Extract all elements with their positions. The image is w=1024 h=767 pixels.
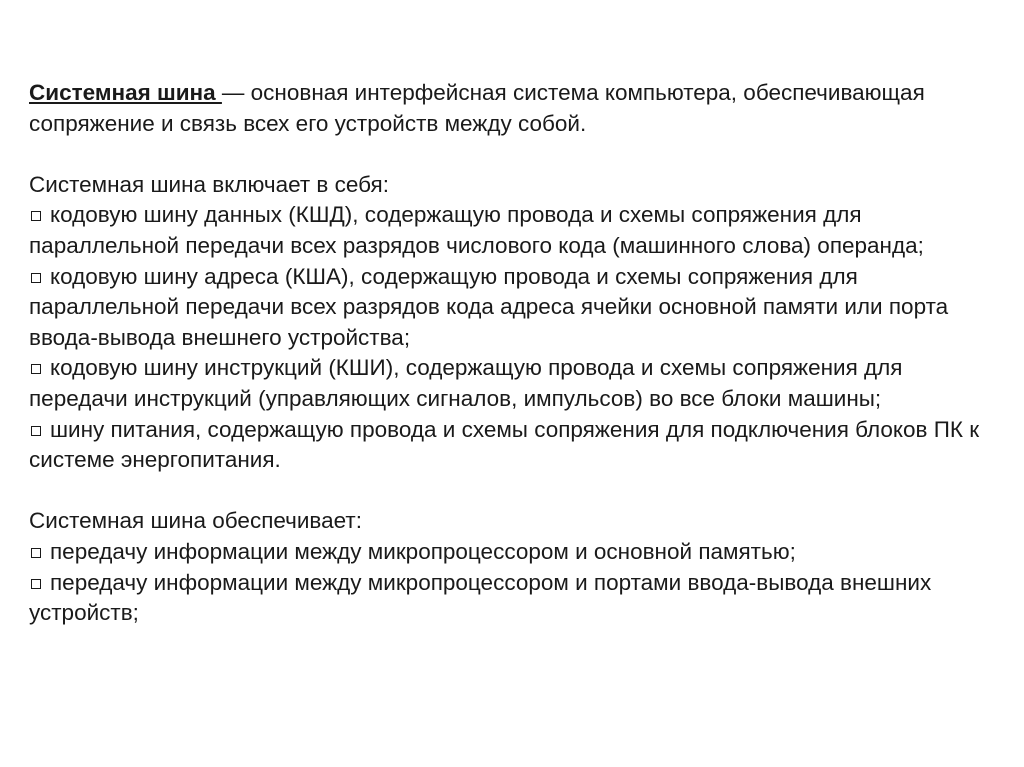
list-item-text: кодовую шину инструкций (КШИ), содержащую провода и схемы сопряжения для передачи инструкций (управляющих сигналов, импульсов) во все блоки машины; xyxy=(29,355,903,411)
list-item-text: шину питания, содержащую провода и схемы сопряжения для подключения блоков ПК к системе энергопитания. xyxy=(29,416,980,473)
list-item-text: кодовую шину данных (КШД), содержащую провода и схемы сопряжения для параллельной передачи всех разрядов числового кода (машинного слова) операнда; xyxy=(29,202,924,258)
provides-heading: Системная шина обеспечивает: xyxy=(29,508,362,534)
checkbox-bullet-icon xyxy=(31,426,41,436)
list-item-text: передачу информации между микропроцессором и портами ввода-вывода внешних устройств; xyxy=(29,569,932,626)
checkbox-bullet-icon xyxy=(31,273,41,283)
checkbox-bullet-icon xyxy=(31,579,41,589)
checkbox-bullet-icon xyxy=(31,211,41,221)
list-item xyxy=(29,568,999,629)
list-item xyxy=(29,537,999,568)
slide-content xyxy=(29,78,999,629)
definition-text: — основная интерфейсная система компьютера, обеспечивающая сопряжение и связь всех его устройств между собой. xyxy=(29,80,925,136)
spacer xyxy=(29,476,999,507)
list-item xyxy=(29,200,999,261)
list-item-text: кодовую шину адреса (КША), содержащую провода и схемы сопряжения для параллельной передачи всех разрядов кода адреса ячейки основной памяти или порта ввода-вывода внешнего устройства; xyxy=(29,263,949,350)
list-item xyxy=(29,415,999,476)
provides-list xyxy=(29,537,999,629)
list-item xyxy=(29,353,999,414)
term-system-bus: Системная шина xyxy=(29,80,222,105)
checkbox-bullet-icon xyxy=(31,548,41,558)
list-item-text: передачу информации между микропроцессором и основной памятью; xyxy=(50,538,796,564)
includes-heading: Системная шина включает в себя: xyxy=(29,171,389,197)
definition-paragraph xyxy=(29,78,999,139)
checkbox-bullet-icon xyxy=(31,364,41,374)
list-item xyxy=(29,262,999,354)
spacer xyxy=(29,139,999,170)
includes-list xyxy=(29,200,999,475)
